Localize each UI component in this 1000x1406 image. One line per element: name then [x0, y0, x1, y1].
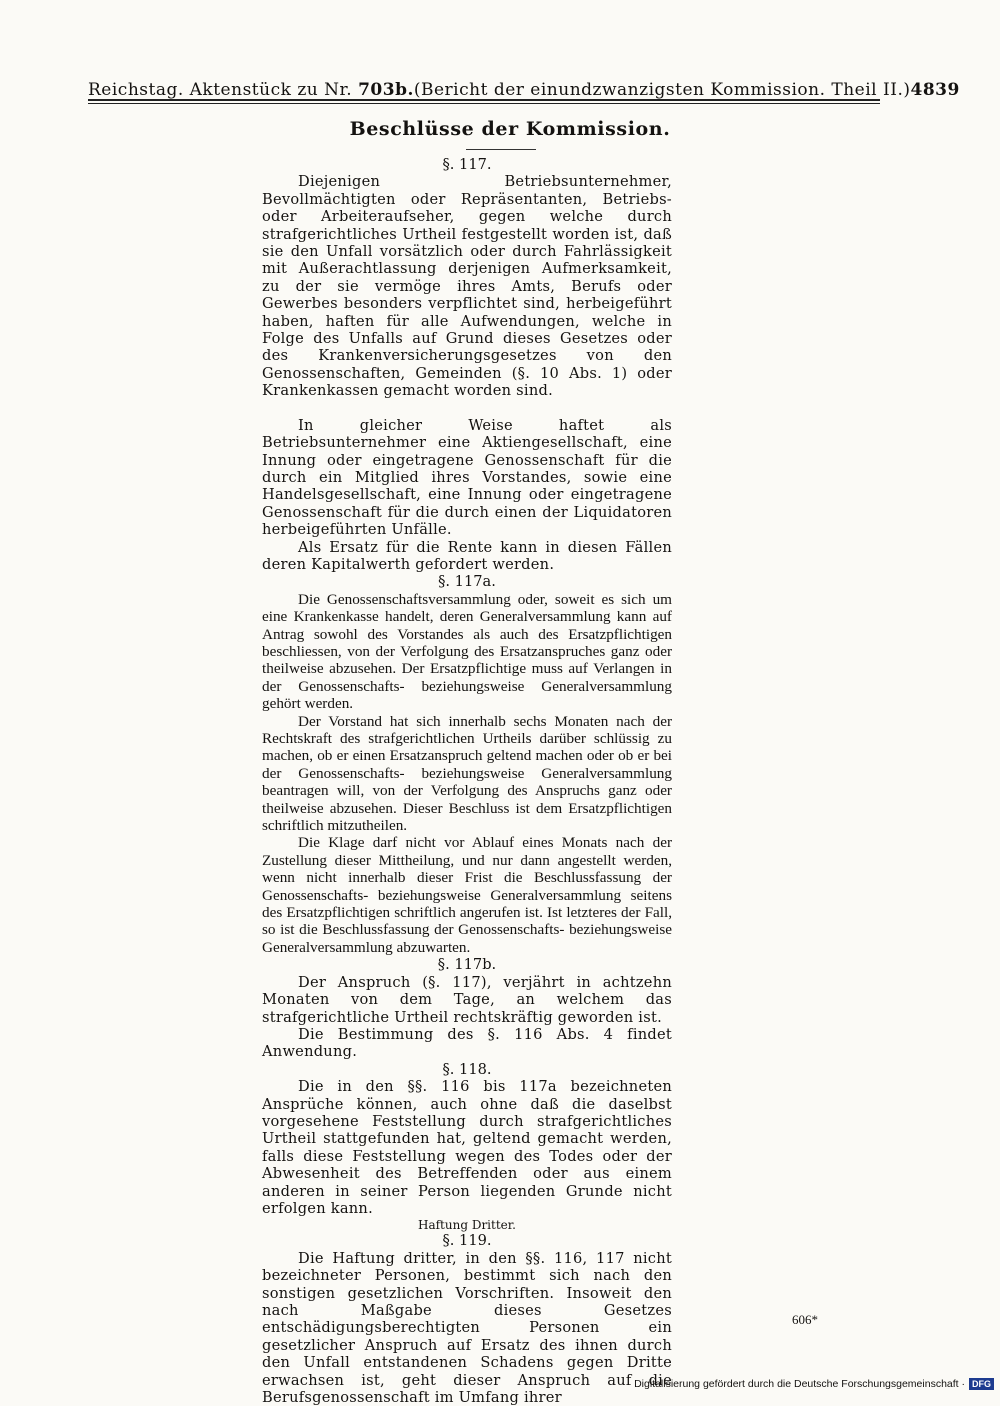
section-title: Beschlüsse der Kommission.: [349, 118, 671, 140]
header-rule: [88, 99, 880, 101]
running-header: [88, 70, 960, 100]
paragraph: Der Vorstand hat sich innerhalb sechs Monaten nach der Rechtskraft des strafgerichtlichen Urtheils darüber schlüssig zu machen, ob er einen Ersatzanspruch geltend machen oder ob er bei der Genossenschafts- beziehungsweise Generalversammlung beantragen will, von der Verfolgung des Anspruchs ganz oder theilweise abzusehen. Dieser Beschluss ist dem Ersatzpflichtigen schriftlich mitzutheilen.: [262, 712, 672, 835]
header-rule-thin: [88, 103, 880, 104]
dfg-logo: DFG: [969, 1378, 994, 1390]
header-left: [88, 80, 414, 100]
header-right: (Bericht der einundzwanzigsten Kommission. Theil II.): [413, 80, 911, 100]
paragraph: Die Bestimmung des §. 116 Abs. 4 findet Anwendung.: [262, 1025, 672, 1061]
paragraph: Die Klage darf nicht vor Ablauf eines Monats nach der Zustellung dieser Mittheilung, und nur dann angestellt werden, wenn nicht innerhalb dieser Frist die Beschlussfassung der Genossenschafts- beziehungsweise Generalversammlung seitens des Ersatzpflichtigen schriftlich angerufen ist. Ist letzteres der Fall, so ist die Beschlussfassung der Genossenschafts- beziehungsweise Generalversammlung abzuwarten.: [262, 834, 672, 956]
paragraph: Als Ersatz für die Rente kann in diesen Fällen deren Kapitalwerth gefordert werden.: [262, 538, 672, 573]
section-number: §. 117a.: [438, 573, 496, 591]
header-left-text: Reichstag. Aktenstück: [88, 80, 292, 100]
paragraph: Der Anspruch (§. 117), verjährt in achtzehn Monaten von dem Tage, an welchem das strafgerichtliche Urtheil rechtskräftig geworden ist.: [262, 973, 672, 1026]
paragraph: Die Genossenschaftsversammlung oder, soweit es sich um eine Krankenkasse handelt, deren Generalversammlung kann auf Antrag sowohl des Vorstandes als auch des Ersatzpflichtigen beschliessen, von der Verfolgung des Ersatzanspruches ganz oder theilweise abzusehen. Der Ersatzpflichtige muss auf Verlangen in der Genossenschafts- beziehungsweise Generalversammlung gehört werden.: [262, 590, 672, 713]
paragraph-gap: [262, 400, 672, 417]
subheading: Haftung Dritter.: [417, 1218, 516, 1233]
title-rule: [466, 149, 536, 150]
page-number: 4839: [910, 80, 960, 100]
footer-text: Digitalisierung gefördert durch die Deutsche Forschungsgemeinschaft ·: [634, 1378, 965, 1390]
header-zu: zu Nr.: [297, 80, 353, 100]
paragraph: Diejenigen Betriebsunternehmer, Bevollmächtigten oder Repräsentanten, Betriebs- oder Arbeiteraufseher, gegen welche durch strafgerichtliches Urtheil festgestellt worden ist, daß sie den Unfall vorsätzlich oder durch Fahrlässigkeit mit Außerachtlassung derjenigen Aufmerksamkeit, zu der sie vermöge ihres Amts, Berufs oder Gewerbes besonders verpflichtet sind, herbeigeführt haben, haften für alle Aufwendungen, welche in Folge des Unfalls auf Grund dieses Gesetzes oder des Krankenversicherungsgesetzes von den Genossenschaften, Gemeinden (§. 10 Abs. 1) oder Krankenkassen gemacht worden sind.: [262, 173, 672, 400]
section-number: §. 117.: [442, 156, 492, 173]
body-column: [262, 156, 672, 1406]
section-number: §. 119.: [442, 1232, 492, 1250]
paragraph: In gleicher Weise haftet als Betriebsunternehmer eine Aktiengesellschaft, eine Innung oder eingetragene Genossenschaft für die durch ein Mitglied ihres Vorstandes, sowie eine Handelsgesellschaft, eine Innung oder eingetragene Genossenschaft für die durch einen der Liquidatoren herbeigeführten Unfälle.: [262, 416, 672, 539]
section-number: §. 117b.: [437, 956, 497, 974]
paragraph: Die in den §§. 116 bis 117a bezeichneten Ansprüche können, auch ohne daß die daselbst vorgesehene Feststellung durch strafgerichtliches Urtheil stattgefunden hat, geltend gemacht werden, falls diese Feststellung wegen des Todes oder der Abwesenheit des Betreffenden oder aus einem anderen in seiner Person liegenden Grunde nicht erfolgen kann.: [262, 1078, 672, 1217]
header-document-number: 703b.: [358, 80, 414, 100]
section-number: §. 118.: [442, 1060, 492, 1078]
digitization-footer: [634, 1378, 994, 1390]
paragraph: Die Haftung dritter, in den §§. 116, 117 nicht bezeichneter Personen, bestimmt sich nach den sonstigen gesetzlichen Vorschriften. Insoweit den nach Maßgabe dieses Gesetzes entschädigungsberechtigten Personen ein gesetzlicher Anspruch auf Ersatz des ihnen durch den Unfall entstandenen Schadens gegen Dritte erwachsen ist, geht dieser Anspruch auf die Berufsgenossenschaft im Umfang ihrer: [262, 1249, 672, 1406]
sheet-number: 606*: [792, 1312, 818, 1327]
